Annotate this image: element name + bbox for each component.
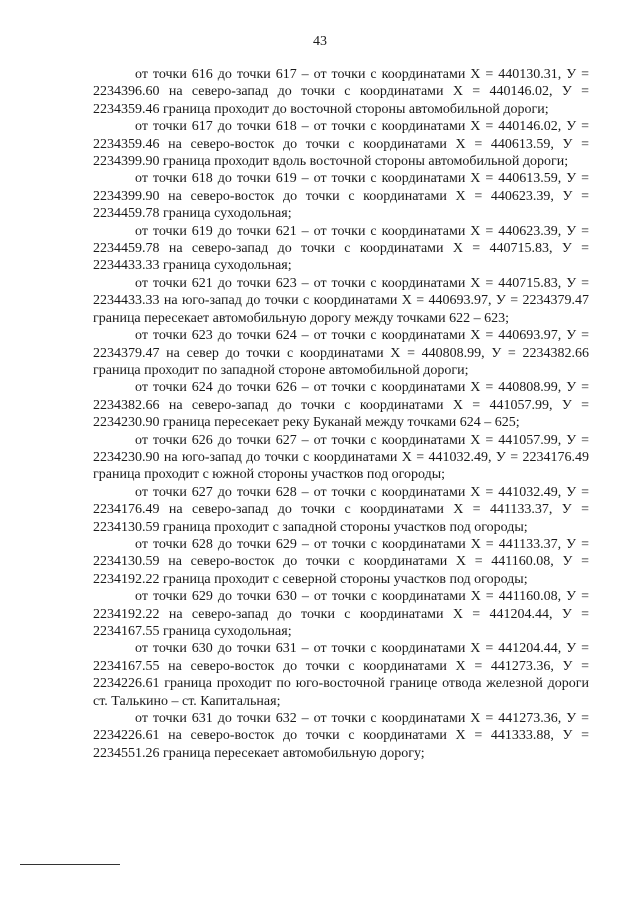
boundary-segment-617-618: от точки 617 до точки 618 – от точки с координатами Х = 440146.02, У = 2234359.46 на северо-восток до точки с координатами Х = 440613.59, У = 2234399.90 граница проходит вдоль восточной стороны автомобильной дороги; <box>93 119 589 170</box>
boundary-segment-621-623: от точки 621 до точки 623 – от точки с координатами Х = 440715.83, У = 2234433.33 на юго-запад до точки с координатами Х = 440693.97, У = 2234379.47 граница пересекает автомобильную дорогу между точками 622 – 623; <box>93 275 589 326</box>
boundary-segment-629-630: от точки 629 до точки 630 – от точки с координатами Х = 441160.08, У = 2234192.22 на северо-запад до точки с координатами Х = 441204.44, У = 2234167.55 граница суходольная; <box>93 589 589 639</box>
boundary-segment-618-619: от точки 618 до точки 619 – от точки с координатами Х = 440613.59, У = 2234399.90 на северо-восток до точки с координатами Х = 440623.39, У = 2234459.78 граница суходольная; <box>93 171 589 222</box>
boundary-segment-623-624: от точки 623 до точки 624 – от точки с координатами Х = 440693.97, У = 2234379.47 на север до точки с координатами Х = 440808.99, У = 2234382.66 граница проходит по западной стороне автомобильной дороги; <box>93 328 589 378</box>
boundary-segment-628-629: от точки 628 до точки 629 – от точки с координатами Х = 441133.37, У = 2234130.59 на северо-восток до точки с координатами Х = 441160.08, У = 2234192.22 граница проходит с северной стороны участков под огороды; <box>93 536 589 587</box>
document-body <box>93 66 589 762</box>
boundary-segment-626-627: от точки 626 до точки 627 – от точки с координатами Х = 441057.99, У = 2234230.90 на юго-запад до точки с координатами Х = 441032.49, У = 2234176.49 граница проходит с южной стороны участков под огороды; <box>93 432 589 483</box>
boundary-segment-624-626: от точки 624 до точки 626 – от точки с координатами Х = 440808.99, У = 2234382.66 на северо-запад до точки с координатами Х = 441057.99, У = 2234230.90 граница пересекает реку Буканай между точками 624 – 625; <box>93 380 589 431</box>
boundary-segment-619-621: от точки 619 до точки 621 – от точки с координатами Х = 440623.39, У = 2234459.78 на северо-запад до точки с координатами Х = 440715.83, У = 2234433.33 граница суходольная; <box>93 223 589 274</box>
boundary-segment-616-617: от точки 616 до точки 617 – от точки с координатами Х = 440130.31, У = 2234396.60 на северо-запад до точки с координатами Х = 440146.02, У = 2234359.46 граница проходит до восточной стороны автомобильной дороги; <box>93 67 589 117</box>
boundary-segment-630-631: от точки 630 до точки 631 – от точки с координатами Х = 441204.44, У = 2234167.55 на северо-восток до точки с координатами Х = 441273.36, У = 2234226.61 граница проходит по юго-восточной границе отвода железной дороги ст. Талькино – ст. Капитальная; <box>93 641 589 709</box>
boundary-segment-627-628: от точки 627 до точки 628 – от точки с координатами Х = 441032.49, У = 2234176.49 на северо-запад до точки с координатами Х = 441133.37, У = 2234130.59 граница проходит с западной стороны участков под огороды; <box>93 484 589 535</box>
boundary-segment-631-632: от точки 631 до точки 632 – от точки с координатами Х = 441273.36, У = 2234226.61 на северо-восток до точки с координатами Х = 441333.88, У = 2234551.26 граница пересекает автомобильную дорогу; <box>93 711 589 761</box>
page-number: 43 <box>313 34 327 49</box>
footnote-divider <box>20 864 120 865</box>
